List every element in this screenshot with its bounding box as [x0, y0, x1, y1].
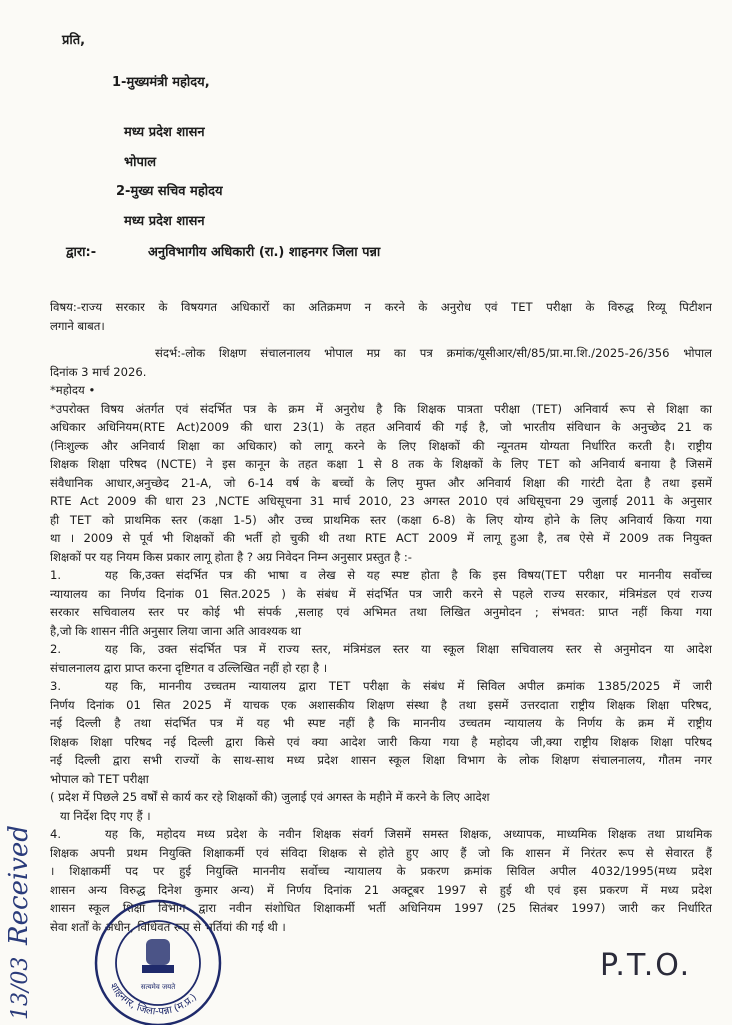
body-line: यह कि, महोदय मध्य प्रदेश के नवीन शिक्षक संवर्ग जिसमें समस्त शिक्षक, अध्यापक, माध्यमिक शिक्षक तथा प्राथमिक [105, 827, 712, 841]
point-number: 2. [50, 642, 62, 656]
body-line: *उपरोक्त विषय अंतर्गत एवं संदर्भित पत्र के क्रम में अनुरोध है कि शिक्षक पात्रता परीक्षा (TET) अनिवार्य रूप से शिक्षा का [50, 401, 712, 416]
received-note: Received [4, 825, 34, 945]
point-3 [50, 677, 712, 696]
emblem-icon [142, 939, 174, 973]
body-line: नई दिल्ली है तथा संदर्भित पत्र में यह भी स्पष्ट नहीं है कि माननीय उच्चतम न्यायालय के निर्णय के क्रम में राष्ट्रीय [50, 716, 712, 730]
body-line: ( प्रदेश में पिछले 25 वर्षों से कार्य कर रहे शिक्षकों की) जुलाई एवं अगस्त के महीने में करने के लिए आदेश [50, 790, 490, 804]
received-date: 13/03 [8, 956, 33, 1020]
point-2 [50, 640, 712, 659]
body-line: या निर्देश दिए गए हैं । [60, 808, 151, 823]
salutation: *महोदय • [50, 383, 96, 397]
recipient-2: 2-मुख्य सचिव महोदय [116, 184, 223, 199]
body-line: भोपाल को TET परीक्षा [50, 771, 149, 786]
via-label: द्वारा:- [66, 245, 97, 260]
salutation-to: प्रति, [62, 33, 86, 48]
body-line: संचालनालय द्वारा प्राप्त करना दृष्टिगत व उल्लिखित नहीं हो रहा है । [50, 660, 328, 675]
body-line: था । 2009 से पूर्व भी शिक्षकों की भर्ती हो चुकी थी तथा RTE ACT 2009 में लागू हुआ है, तब ऐसे में 2009 तक नियुक्त [50, 531, 712, 545]
body-line: शिक्षक अपनी प्रथम नियुक्ति शिक्षाकर्मी एवं संविदा शिक्षक से होते हुए आए हैं जो कि शासन में निरंतर रूप से सेवारत हैं [50, 845, 712, 860]
body-line: । शिक्षाकर्मी पद पर हुई नियुक्ति माननीय सर्वोच्च न्यायालय के प्रकरण क्रमांक सिविल अपील 4032/1995(मध्य प्रदेश [50, 864, 712, 878]
reference-line: दिनांक 3 मार्च 2026. [50, 364, 147, 379]
letter-body [50, 298, 712, 936]
seal-text: शाहनगर, जिला-पन्ना (म.प्र.) [107, 981, 200, 1018]
body-line: शासन अन्य विरुद्ध दिनेश कुमार अन्य) में निर्णय दिनांक 21 अक्टूबर 1997 से हुई थी एवं इस प्रकरण में मध्य प्रदेश [50, 882, 712, 897]
point-number: 3. [50, 679, 62, 693]
body-line: नई दिल्ली द्वारा सभी राज्यों के साथ-साथ मध्य प्रदेश शासन स्कूल शिक्षा विभाग के लोक शिक्षण संचालनालय, गौतम नगर [50, 753, 712, 767]
point-1 [50, 566, 712, 585]
official-seal [88, 895, 228, 1025]
body-line: यह कि,उक्त संदर्भित पत्र की भाषा व लेख से यह स्पष्ट होता है कि इस विषय(TET परीक्षा पर माननीय सर्वोच्च [105, 568, 712, 582]
seal-motto: सत्यमेव जयते [140, 983, 176, 991]
body-line: शिक्षक शिक्षा परिषद नई दिल्ली द्वारा किसे एवं क्या आदेश जारी किया गया है महोदय जी,क्या राष्ट्रीय शिक्षक शिक्षा परिषद [50, 734, 712, 749]
body-line: सेवा शर्तों के अधीन, विधिवत रूप से भर्तियां की गई थी । [50, 919, 286, 934]
recipient-1-line-2: मध्य प्रदेश शासन [124, 125, 205, 140]
body-line: निर्णय दिनांक 01 सित 2025 में याचक एक अशासकीय शिक्षण संस्था है तथा इसमें उत्तरदाता राष्ट्रीय शिक्षक शिक्षा परिषद, [50, 697, 712, 712]
point-number: 1. [50, 568, 62, 582]
body-line: सरकार सचिवालय स्तर पर कोई भी संपर्क ,सलाह एवं अभिमत तथा लिखित अनुमोदन ; संभवत: प्राप्त नहीं किया गया [50, 605, 712, 619]
subject-line: लगाने बाबत। [50, 318, 105, 333]
body-line: यह कि, माननीय उच्चतम न्यायालय द्वारा TET परीक्षा के संबंध में सिविल अपील क्रमांक 1385/2025 में जारी [105, 679, 712, 693]
body-line: शासन स्कूल शिक्षा विभाग द्वारा नवीन संशोधित शिक्षाकर्मी भर्ती अधिनियम 1997 (25 सितंबर 1997) जारी कर निर्धारित [50, 901, 712, 915]
body-line: (निःशुल्क और अनिवार्य शिक्षा का अधिकार) को लागू करने के लिए शिक्षकों की न्यूनतम योग्यता निर्धारित करती है। राष्ट्रीय [50, 438, 712, 453]
body-line: शिक्षकों पर यह नियम किस प्रकार लागू होता है ? अग्र निवेदन निम्न अनुसार प्रस्तुत है :- [50, 549, 412, 564]
please-turn-over: P.T.O. [600, 948, 692, 983]
point-4 [50, 825, 712, 844]
subject-line: विषय:-राज्य सरकार के विषयगत अधिकारों का अतिक्रमण न करने के अनुरोध एवं TET परीक्षा के विरुद्ध रिव्यू पिटीशन [50, 300, 712, 314]
body-line: संवैधानिक आधार,अनुच्छेद 21-A, जो 6-14 वर्ष के बच्चों के लिए मुफ्त और अनिवार्य शिक्षा की गारंटी देता है तथा इसमें [50, 475, 712, 490]
body-line: शिक्षक शिक्षा परिषद (NCTE) ने इस कानून के तहत कक्षा 1 से 8 तक के शिक्षकों के लिए TET को अनिवार्य बनाया है जिसमें [50, 457, 712, 471]
body-line: RTE Act 2009 की धारा 23 ,NCTE अधिसूचना 31 मार्च 2010, 23 अगस्त 2010 एवं अधिसूचना 29 जुलाई 2011 के अनुसार [50, 494, 712, 508]
via-authority: अनुविभागीय अधिकारी (रा.) शाहनगर जिला पन्ना [148, 245, 381, 260]
body-line: यह कि, उक्त संदर्भित पत्र में राज्य स्तर, मंत्रिमंडल स्तर या स्कूल शिक्षा सचिवालय स्तर से अनुमोदन या आदेश [105, 642, 712, 656]
body-line: अधिकार अधिनियम(RTE Act)2009 की धारा 23(1) के तहत अनिवार्य की गई है, जो भारतीय संविधान के अनुच्छेद 21 क [50, 420, 712, 434]
recipient-1: 1-मुख्यमंत्री महोदय, [112, 75, 210, 90]
body-line: है,जो कि शासन नीति अनुसार लिया जाना अति आवश्यक था [50, 623, 301, 638]
recipient-1-line-3: भोपाल [124, 155, 157, 170]
point-number: 4. [50, 827, 62, 841]
body-line: न्यायालय का निर्णय दिनांक 01 सित.2025 ) के संबंध में संदर्भित पत्र जारी करने से पहले राज्य सरकार, मंत्रिमंडल एवं राज्य [50, 586, 712, 601]
reference-line: संदर्भ:-लोक शिक्षण संचालनालय भोपाल मप्र का पत्र क्रमांक/यूसीआर/सी/85/प्रा.मा.शि./2025-26/356 भोपाल [155, 346, 712, 360]
recipient-2-line-2: मध्य प्रदेश शासन [124, 214, 205, 229]
body-line: ही TET को प्राथमिक स्तर (कक्षा 1-5) और उच्च प्राथमिक स्तर (कक्षा 6-8) के लिए योग्य होने के लिए अनिवार्य किया गया [50, 512, 712, 527]
